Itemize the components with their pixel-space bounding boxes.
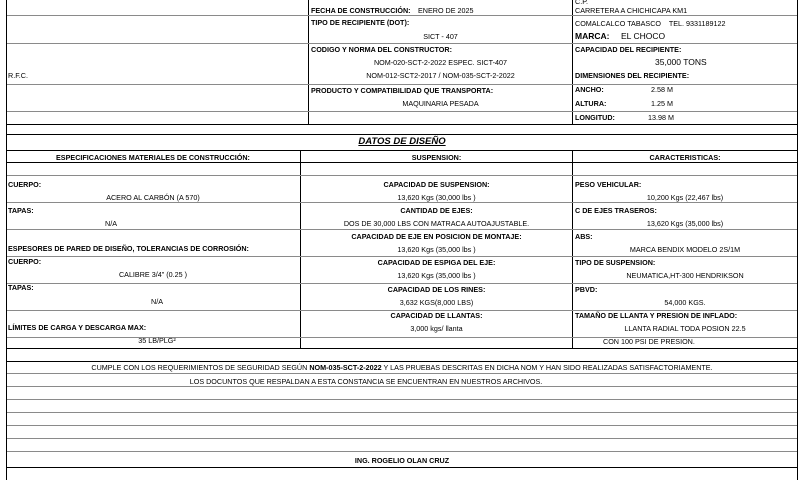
footer-row-line — [7, 399, 797, 400]
separator — [6, 348, 798, 349]
separator — [6, 124, 798, 125]
espesores-label: ESPESORES DE PARED DE DISEÑO, TOLERANCIAS DE CORROSIÓN: — [8, 244, 249, 253]
pbvd-label: PBVD: — [575, 285, 598, 294]
signature-line — [6, 467, 798, 468]
cap-llantas-value: 3,000 kgs/ llanta — [410, 324, 463, 333]
design-row-line — [7, 175, 797, 176]
cap-susp-label: CAPACIDAD DE SUSPENSION: — [383, 180, 490, 189]
limites-label: LÍMITES DE CARGA Y DESCARGA MAX: — [8, 323, 147, 332]
abs-value: MARCA BENDIX MODELO 2S/1M — [629, 245, 741, 254]
design-row-line — [7, 229, 797, 230]
design-row-line — [7, 202, 797, 203]
header-caracteristicas: CARACTERISTICAS: — [649, 153, 721, 162]
top-row-line — [7, 15, 797, 16]
cant-ejes-value: DOS DE 30,000 LBS CON MATRACA AUTOAJUSTABLE. — [343, 219, 530, 228]
ejes-traseros-value: 13,620 Kgs (35,000 lbs) — [646, 219, 724, 228]
signature-name: ING. ROGELIO OLAN CRUZ — [354, 456, 450, 465]
cuerpo2-value: CALIBRE 3/4" (0.25 ) — [118, 270, 188, 279]
cumple-post: Y LAS PRUEBAS DESCRITAS EN DICHA NOM Y HAN SIDO REALIZADAS SATISFACTORIAMENTE. — [383, 363, 713, 372]
separator — [6, 134, 798, 135]
top-row-line — [7, 43, 797, 44]
pbvd-value: 54,000 KGS. — [664, 298, 706, 307]
section-title: DATOS DE DISEÑO — [358, 136, 446, 147]
design-row-line — [7, 283, 797, 284]
tamano-label: TAMAÑO DE LLANTA Y PRESION DE INFLADO: — [575, 311, 738, 320]
fecha-label: FECHA DE CONSTRUCCIÓN: — [311, 6, 411, 15]
header-materiales: ESPECIFICACIONES MATERIALES DE CONSTRUCCIÓN: — [56, 153, 250, 162]
footer-row-line — [7, 425, 797, 426]
separator — [6, 162, 798, 163]
cant-ejes-label: CANTIDAD DE EJES: — [400, 206, 473, 215]
limites-value: 35 LB/PLG² — [138, 336, 176, 345]
longitud-value: 13.98 M — [648, 113, 674, 122]
cuerpo2-label: CUERPO: — [8, 257, 42, 266]
peso-label: PESO VEHICULAR: — [575, 180, 642, 189]
cap-eje-label: CAPACIDAD DE EJE EN POSICION DE MONTAJE: — [351, 232, 522, 241]
capacidad-label: CAPACIDAD DEL RECIPIENTE: — [575, 45, 682, 54]
cap-eje-value: 13,620 Kgs (35,000 lbs ) — [397, 245, 476, 254]
tapas-label: TAPAS: — [8, 206, 34, 215]
capacidad-value: 35,000 TONS — [655, 57, 707, 67]
top-row-line — [7, 111, 797, 112]
top-divider-2 — [572, 0, 573, 124]
city-phone: COMALCALCO TABASCO TEL. 9331189122 — [575, 19, 726, 28]
cuerpo-value: ACERO AL CARBÓN (A 570) — [106, 193, 200, 202]
cumple-pre: CUMPLE CON LOS REQUERIMIENTOS DE SEGURIDAD SEGÚN — [91, 363, 308, 372]
longitud-label: LONGITUD: — [575, 113, 615, 122]
tipo-label: TIPO DE RECIPIENTE (DOT): — [311, 18, 410, 27]
tipo-susp-value: NEUMATICA,HT-300 HENDRIKSON — [626, 271, 744, 280]
tamano-value-1: LLANTA RADIAL TODA POSION 22.5 — [624, 324, 746, 333]
cap-susp-value: 13,620 Kgs (30,000 lbs ) — [397, 193, 476, 202]
cap-rines-label: CAPACIDAD DE LOS RINES: — [387, 285, 486, 294]
footer-row-line — [7, 412, 797, 413]
documentos-statement: LOS DOCUNTOS QUE RESPALDAN A ESTA CONSTANCIA SE ENCUENTRAN EN NUESTROS ARCHIVOS. — [189, 377, 543, 386]
marca-value: EL CHOCO — [621, 31, 666, 41]
cumple-statement — [6, 363, 798, 372]
address: CARRETERA A CHICHICAPA KM1 — [575, 6, 688, 15]
cumple-norm: NOM-035-SCT-2-2022 — [309, 363, 382, 372]
altura-label: ALTURA: — [575, 99, 607, 108]
footer-row-line — [7, 386, 797, 387]
separator — [6, 150, 798, 151]
tapas2-value: N/A — [151, 297, 163, 306]
codigo-label: CODIGO Y NORMA DEL CONSTRUCTOR: — [311, 45, 452, 54]
cap-espiga-label: CAPACIDAD DE ESPIGA DEL EJE: — [377, 258, 496, 267]
codigo-value-1: NOM-020-SCT-2-2022 ESPEC. SICT-407 — [373, 58, 508, 67]
design-row-line — [7, 256, 797, 257]
cap-llantas-label: CAPACIDAD DE LLANTAS: — [390, 311, 483, 320]
ancho-label: ANCHO: — [575, 85, 604, 94]
border-right — [797, 0, 798, 480]
separator — [6, 361, 798, 362]
altura-value: 1.25 M — [651, 99, 673, 108]
top-row-line — [7, 84, 797, 85]
producto-value: MAQUINARIA PESADA — [402, 99, 479, 108]
codigo-value-2: NOM-012-SCT2-2017 / NOM-035-SCT-2-2022 — [366, 71, 515, 80]
marca-label: MARCA: — [575, 31, 610, 41]
fecha-value: ENERO DE 2025 — [418, 6, 474, 15]
footer-row-line — [7, 451, 797, 452]
peso-value: 10,200 Kgs (22,467 lbs) — [646, 193, 724, 202]
dimensiones-label: DIMENSIONES DEL RECIPIENTE: — [575, 71, 690, 80]
tamano-value-2: CON 100 PSI DE PRESION. — [603, 337, 695, 346]
cap-rines-value: 3,632 KGS(8,000 LBS) — [399, 298, 474, 307]
footer-row-line — [7, 438, 797, 439]
rfc-label: R.F.C. — [8, 71, 28, 80]
tapas2-label: TAPAS: — [8, 283, 34, 292]
cuerpo-label: CUERPO: — [8, 180, 42, 189]
footer-row-line — [7, 373, 797, 374]
abs-label: ABS: — [575, 232, 593, 241]
tapas-value: N/A — [105, 219, 117, 228]
header-suspension: SUSPENSION: — [411, 153, 462, 162]
ancho-value: 2.58 M — [651, 85, 673, 94]
tipo-value: SICT - 407 — [423, 32, 458, 41]
border-left — [6, 0, 7, 480]
postal-code-fragment: C.P. — [575, 0, 589, 6]
producto-label: PRODUCTO Y COMPATIBILIDAD QUE TRANSPORTA: — [311, 86, 494, 95]
cap-espiga-value: 13,620 Kgs (35,000 lbs ) — [397, 271, 476, 280]
tipo-susp-label: TIPO DE SUSPENSION: — [575, 258, 656, 267]
ejes-traseros-label: C DE EJES TRASEROS: — [575, 206, 657, 215]
